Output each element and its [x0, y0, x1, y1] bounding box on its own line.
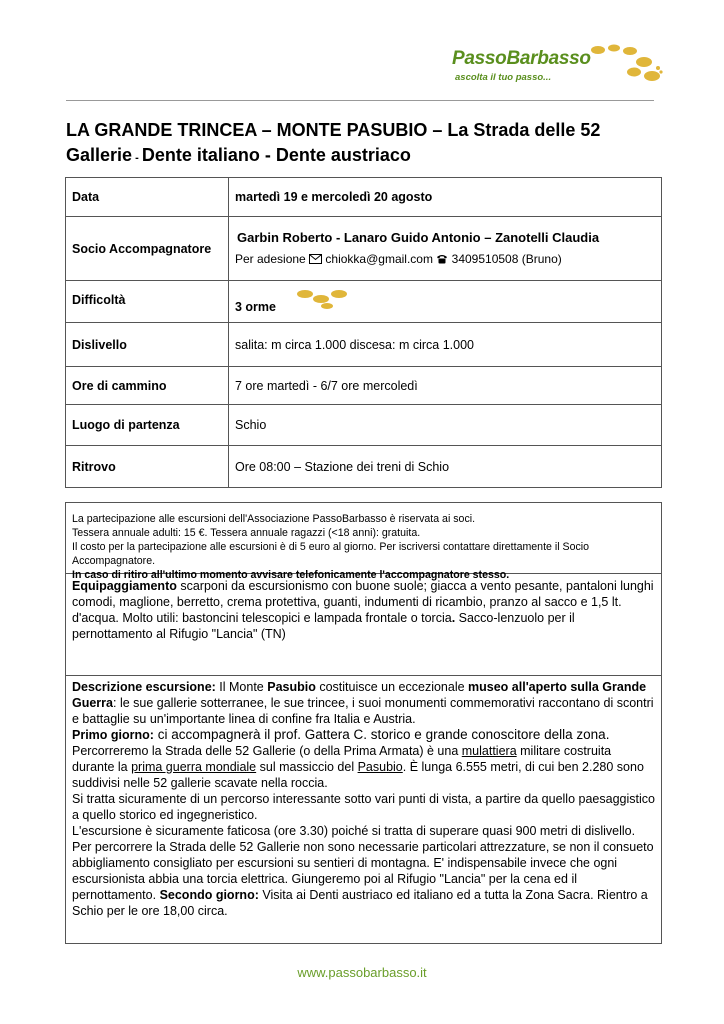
day1-label: Primo giorno:	[72, 728, 154, 742]
socio-names: Garbin Roberto - Lanaro Guido Antonio – Zanotelli Claudia	[237, 229, 600, 245]
ritrovo-label: Ritrovo	[66, 446, 229, 488]
day2-label: Secondo giorno:	[159, 888, 259, 902]
description-text: costituisce un eccezionale	[315, 680, 469, 694]
title-rest: Dente italiano - Dente austriaco	[141, 145, 411, 165]
dislivello-value: salita: m circa 1.000 discesa: m circa 1.000	[229, 323, 662, 367]
adesione-label: Per adesione	[235, 251, 306, 266]
data-label: Data	[66, 178, 229, 217]
ritrovo-value: Ore 08:00 – Stazione dei treni di Schio	[229, 446, 662, 488]
page-title	[66, 118, 658, 171]
notes-warning: In caso di ritiro all'ultimo momento avvisare telefonicamente l'accompagnatore stesso.	[72, 569, 510, 581]
info-table	[65, 177, 662, 488]
route-text: sul massiccio del	[256, 760, 358, 774]
title-separator: -	[132, 152, 142, 164]
equipment-dot: .	[451, 611, 456, 625]
equipment-text: scarponi da escursionismo con buone suole; giacca a vento pesante, pantaloni lunghi comodi, maglione, berretto, crema protettiva, guanti, indumenti di ricambio, pranzo al sacco e 1,5 lt. d'acqua. Molto utili: bastoncini telescopici e lampada frontale o torcia	[72, 579, 654, 625]
socio-label: Socio Accompagnatore	[66, 217, 229, 281]
pasubio-link[interactable]: Pasubio	[357, 760, 403, 774]
phone-name: (Bruno)	[521, 251, 562, 266]
table-row	[66, 446, 662, 488]
notes-line1: La partecipazione alle escursioni dell'Associazione PassoBarbasso è riservata ai soci.	[72, 513, 476, 525]
table-row	[66, 405, 662, 446]
difficolta-value: 3 orme	[235, 299, 276, 314]
dislivello-label: Dislivello	[66, 323, 229, 367]
day1-text: ci accompagnerà il prof. Gattera C. storico e grande conoscitore della zona.	[153, 727, 610, 742]
description-label: Descrizione escursione:	[72, 680, 216, 694]
effort-text: L'escursione è sicuramente faticosa (ore 3.30) poiché si tratta di superare quasi 900 metri di dislivello.	[72, 824, 636, 838]
pasubio-bold: Pasubio	[267, 680, 316, 694]
description-section	[66, 675, 661, 943]
ore-label: Ore di cammino	[66, 367, 229, 405]
gear-text: Per percorrere la Strada delle 52 Gallerie non sono necessarie particolari attrezzature, se non il consueto abbigliamento consigliato per escursioni su sentieri di montagna. E' indispensabile invece che ogni escursionista abbia una torcia elettrica. Giungeremo poi al Rifugio "Lancia" per la cena ed il pernottamento.	[72, 840, 654, 902]
description-text: Il Monte	[215, 680, 268, 694]
difficolta-label: Difficoltà	[66, 281, 229, 323]
header-divider	[66, 100, 654, 101]
prima-guerra-link[interactable]: prima guerra mondiale	[131, 760, 257, 774]
route-text: . È lunga 6.555 metri, di cui ben 2.280 sono suddivisi nelle 52 gallerie scavate nella roccia.	[72, 760, 644, 790]
notes-section	[66, 503, 661, 581]
museo-bold: museo all'aperto sulla Grande Guerra	[72, 680, 647, 710]
details-box	[65, 502, 662, 944]
notes-line3: Il costo per la partecipazione alle escursioni è di 5 euro al giorno. Per iscriversi contattare direttamente il Socio Accompagnatore.	[72, 541, 589, 567]
logo	[452, 42, 662, 90]
equipment-section	[66, 573, 661, 675]
table-row	[66, 178, 662, 217]
equipment-text-2: Sacco-lenzuolo per il pernottamento al Rifugio "Lancia" (TN)	[72, 611, 575, 641]
luogo-value: Schio	[229, 405, 662, 446]
route-text: militare costruita durante la	[72, 744, 612, 774]
footprints-icon	[584, 42, 664, 90]
table-row	[66, 367, 662, 405]
mulattiera-link[interactable]: mulattiera	[461, 744, 517, 758]
route-text: Percorreremo la Strada delle 52 Gallerie (o della Prima Armata) è una	[72, 744, 462, 758]
phone-number: 3409510508	[451, 251, 519, 266]
description-text: : le sue gallerie sotterranee, le sue trincee, i suoi monumenti commemorativi raccontano di scontri e battaglie su un'importante linea di confine fra Italia e Austria.	[72, 696, 654, 726]
ore-value: 7 ore martedì - 6/7 ore mercoledì	[229, 367, 662, 405]
phone-icon	[436, 254, 448, 264]
table-row	[66, 323, 662, 367]
notes-line2: Tessera annuale adulti: 15 €. Tessera annuale ragazzi (<18 anni): gratuita.	[72, 527, 421, 539]
logo-name: PassoBarbasso	[452, 48, 591, 69]
table-row	[66, 281, 662, 323]
data-value: martedì 19 e mercoledì 20 agosto	[229, 178, 662, 217]
footprints-icon	[295, 286, 351, 310]
title-main: LA GRANDE TRINCEA – MONTE PASUBIO – La Strada delle 52 Gallerie	[66, 120, 601, 165]
logo-tagline: ascolta il tuo passo...	[455, 72, 552, 83]
day2-text: Visita ai Denti austriaco ed italiano ed a tutta la Zona Sacra. Rientro a Schio per le ore 18,00 circa.	[72, 888, 648, 918]
footer-url[interactable]: www.passobarbasso.it	[297, 965, 427, 980]
email-link[interactable]: chiokka@gmail.com	[325, 251, 433, 266]
interest-text: Si tratta sicuramente di un percorso interessante sotto vari punti di vista, a partire da quello paesaggistico a quello storico ed ingegneristico.	[72, 792, 655, 822]
equipment-label: Equipaggiamento	[72, 579, 177, 593]
luogo-label: Luogo di partenza	[66, 405, 229, 446]
table-row	[66, 217, 662, 281]
envelope-icon	[309, 254, 322, 264]
